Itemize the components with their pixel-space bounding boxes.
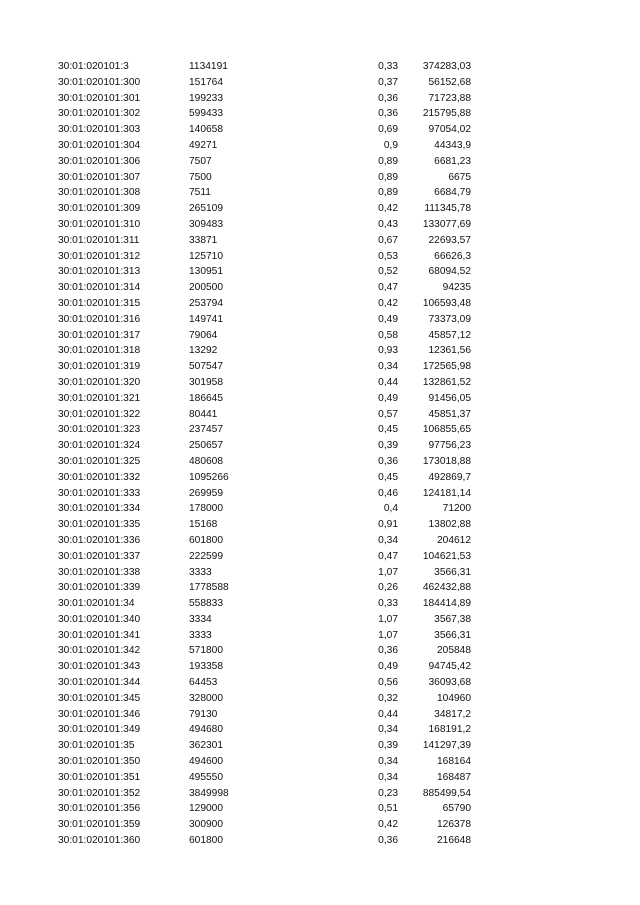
area-cell: 140658 [189, 124, 223, 136]
value-cell: 73373,09 [428, 313, 471, 325]
value-cell: 374283,03 [422, 61, 471, 72]
coefficient-cell: 0,39 [378, 740, 398, 752]
area-cell: 265109 [189, 203, 223, 215]
area-cell: 571800 [189, 645, 223, 657]
value-cell: 36093,68 [428, 677, 471, 689]
table-row [0, 533, 640, 549]
area-cell: 193358 [189, 661, 223, 673]
area-cell: 494600 [189, 756, 223, 768]
value-cell: 104960 [437, 692, 471, 704]
area-cell: 1095266 [189, 471, 229, 483]
cadastral-number-cell: 30:01:020101:344 [58, 677, 141, 689]
value-cell: 141297,39 [422, 740, 471, 752]
area-cell: 80441 [189, 408, 218, 420]
cadastral-number-cell: 30:01:020101:332 [58, 471, 141, 483]
value-cell: 22693,57 [428, 234, 471, 246]
coefficient-cell: 0,49 [378, 313, 398, 325]
table-row [0, 280, 640, 296]
cadastral-number-cell: 30:01:020101:35 [58, 740, 135, 752]
table-row [0, 359, 640, 375]
coefficient-cell: 0,45 [378, 471, 398, 483]
area-cell: 480608 [189, 455, 223, 467]
cadastral-number-cell: 30:01:020101:310 [58, 218, 141, 230]
area-cell: 3333 [189, 629, 212, 641]
table-row [0, 486, 640, 502]
table-row [0, 122, 640, 138]
cadastral-number-cell: 30:01:020101:341 [58, 629, 141, 641]
coefficient-cell: 0,44 [378, 708, 398, 720]
table-row [0, 391, 640, 407]
area-cell: 558833 [189, 598, 223, 610]
value-cell: 3567,38 [434, 613, 471, 625]
area-cell: 200500 [189, 282, 223, 294]
cadastral-number-cell: 30:01:020101:349 [58, 724, 141, 736]
area-cell: 1134191 [189, 61, 228, 72]
cadastral-number-cell: 30:01:020101:313 [58, 266, 141, 278]
table-row [0, 722, 640, 738]
table-row [0, 170, 640, 186]
coefficient-cell: 0,34 [378, 771, 398, 783]
area-cell: 178000 [189, 503, 223, 515]
area-cell: 129000 [189, 803, 223, 815]
area-cell: 601800 [189, 534, 223, 546]
cadastral-number-cell: 30:01:020101:337 [58, 550, 141, 562]
cadastral-number-cell: 30:01:020101:345 [58, 692, 141, 704]
cadastral-number-cell: 30:01:020101:3 [58, 61, 129, 72]
cadastral-number-cell: 30:01:020101:350 [58, 756, 141, 768]
area-cell: 237457 [189, 424, 223, 436]
coefficient-cell: 0,52 [378, 266, 398, 278]
coefficient-cell: 0,53 [378, 250, 398, 262]
cadastral-number-cell: 30:01:020101:315 [58, 297, 141, 309]
table-row [0, 106, 640, 122]
value-cell: 6684,79 [434, 187, 471, 199]
table-row [0, 817, 640, 833]
cadastral-number-cell: 30:01:020101:323 [58, 424, 141, 436]
table-row [0, 422, 640, 438]
value-cell: 34817,2 [434, 708, 471, 720]
table-row [0, 612, 640, 628]
area-cell: 507547 [189, 361, 223, 373]
value-cell: 173018,88 [422, 455, 471, 467]
coefficient-cell: 0,36 [378, 92, 398, 104]
table-row [0, 438, 640, 454]
cadastral-number-cell: 30:01:020101:34 [58, 598, 135, 610]
table-row [0, 91, 640, 107]
cadastral-number-cell: 30:01:020101:338 [58, 566, 141, 578]
coefficient-cell: 0,44 [378, 376, 398, 388]
cadastral-number-cell: 30:01:020101:306 [58, 155, 141, 167]
coefficient-cell: 0,34 [378, 756, 398, 768]
area-cell: 494680 [189, 724, 223, 736]
value-cell: 885499,54 [422, 787, 471, 799]
table-row [0, 833, 640, 849]
cadastral-number-cell: 30:01:020101:309 [58, 203, 141, 215]
value-cell: 168487 [437, 771, 471, 783]
value-cell: 204612 [437, 534, 471, 546]
area-cell: 125710 [189, 250, 223, 262]
coefficient-cell: 0,36 [378, 455, 398, 467]
table-row [0, 770, 640, 786]
table-row [0, 217, 640, 233]
table-row [0, 470, 640, 486]
area-cell: 309483 [189, 218, 223, 230]
table-row [0, 233, 640, 249]
value-cell: 71723,88 [428, 92, 471, 104]
area-cell: 186645 [189, 392, 223, 404]
cadastral-number-cell: 30:01:020101:351 [58, 771, 141, 783]
table-row [0, 628, 640, 644]
table-row [0, 659, 640, 675]
area-cell: 495550 [189, 771, 223, 783]
area-cell: 15168 [189, 519, 218, 531]
table-row [0, 138, 640, 154]
table-row [0, 249, 640, 265]
area-cell: 130951 [189, 266, 223, 278]
value-cell: 205848 [437, 645, 471, 657]
value-cell: 216648 [437, 835, 471, 847]
coefficient-cell: 0,36 [378, 645, 398, 657]
cadastral-number-cell: 30:01:020101:302 [58, 108, 141, 120]
area-cell: 599433 [189, 108, 223, 120]
table-row [0, 517, 640, 533]
coefficient-cell: 0,47 [378, 282, 398, 294]
coefficient-cell: 0,42 [378, 203, 398, 215]
coefficient-cell: 0,36 [378, 835, 398, 847]
area-cell: 3849998 [189, 787, 229, 799]
value-cell: 124181,14 [422, 487, 471, 499]
value-cell: 106593,48 [422, 297, 471, 309]
table-row [0, 691, 640, 707]
coefficient-cell: 0,89 [378, 187, 398, 199]
table-row [0, 786, 640, 802]
coefficient-cell: 0,67 [378, 234, 398, 246]
table-row [0, 296, 640, 312]
coefficient-cell: 0,89 [378, 155, 398, 167]
table-row [0, 75, 640, 91]
table-row [0, 154, 640, 170]
value-cell: 184414,89 [422, 598, 471, 610]
coefficient-cell: 1,07 [378, 629, 398, 641]
coefficient-cell: 0,9 [383, 139, 398, 151]
area-cell: 7507 [189, 155, 212, 167]
table-row [0, 264, 640, 280]
cadastral-number-cell: 30:01:020101:325 [58, 455, 141, 467]
value-cell: 3566,31 [434, 629, 471, 641]
area-cell: 199233 [189, 92, 223, 104]
coefficient-cell: 0,32 [378, 692, 398, 704]
area-cell: 64453 [189, 677, 218, 689]
table-row [0, 185, 640, 201]
coefficient-cell: 0,34 [378, 724, 398, 736]
value-cell: 12361,56 [428, 345, 471, 357]
area-cell: 3333 [189, 566, 212, 578]
value-cell: 56152,68 [428, 76, 471, 88]
table-row [0, 801, 640, 817]
area-cell: 362301 [189, 740, 223, 752]
coefficient-cell: 0,93 [378, 345, 398, 357]
value-cell: 168164 [437, 756, 471, 768]
coefficient-cell: 0,42 [378, 297, 398, 309]
coefficient-cell: 0,89 [378, 171, 398, 183]
cadastral-number-cell: 30:01:020101:311 [58, 234, 140, 246]
cadastral-number-cell: 30:01:020101:300 [58, 76, 141, 88]
value-cell: 6675 [448, 171, 471, 183]
coefficient-cell: 0,39 [378, 440, 398, 452]
table-row [0, 407, 640, 423]
coefficient-cell: 0,91 [378, 519, 398, 531]
table-row [0, 501, 640, 517]
coefficient-cell: 0,37 [378, 76, 398, 88]
area-cell: 149741 [189, 313, 223, 325]
cadastral-number-cell: 30:01:020101:322 [58, 408, 141, 420]
coefficient-cell: 0,49 [378, 392, 398, 404]
table-row [0, 549, 640, 565]
cadastral-number-cell: 30:01:020101:356 [58, 803, 141, 815]
coefficient-cell: 1,07 [378, 566, 398, 578]
area-cell: 222599 [189, 550, 223, 562]
area-cell: 79064 [189, 329, 218, 341]
cadastral-number-cell: 30:01:020101:336 [58, 534, 141, 546]
value-cell: 492869,7 [428, 471, 471, 483]
table-row [0, 675, 640, 691]
coefficient-cell: 0,56 [378, 677, 398, 689]
value-cell: 106855,65 [422, 424, 471, 436]
value-cell: 172565,98 [422, 361, 471, 373]
area-cell: 13292 [189, 345, 218, 357]
area-cell: 151764 [189, 76, 223, 88]
cadastral-number-cell: 30:01:020101:335 [58, 519, 141, 531]
table-row [0, 580, 640, 596]
cadastral-number-cell: 30:01:020101:316 [58, 313, 141, 325]
area-cell: 269959 [189, 487, 223, 499]
cadastral-number-cell: 30:01:020101:317 [58, 329, 141, 341]
value-cell: 462432,88 [422, 582, 471, 594]
value-cell: 111345,78 [424, 203, 471, 215]
table-row [0, 454, 640, 470]
cadastral-number-cell: 30:01:020101:318 [58, 345, 141, 357]
value-cell: 13802,88 [428, 519, 471, 531]
coefficient-cell: 0,49 [378, 661, 398, 673]
cadastral-number-cell: 30:01:020101:339 [58, 582, 141, 594]
coefficient-cell: 0,58 [378, 329, 398, 341]
table-row [0, 375, 640, 391]
value-cell: 68094,52 [428, 266, 471, 278]
cadastral-number-cell: 30:01:020101:320 [58, 376, 141, 388]
value-cell: 104621,53 [422, 550, 471, 562]
coefficient-cell: 0,45 [378, 424, 398, 436]
data-table [0, 59, 640, 849]
cadastral-number-cell: 30:01:020101:312 [58, 250, 141, 262]
value-cell: 94745,42 [428, 661, 471, 673]
table-body [0, 59, 640, 849]
area-cell: 250657 [189, 440, 223, 452]
coefficient-cell: 0,26 [378, 582, 398, 594]
value-cell: 45851,37 [428, 408, 471, 420]
cadastral-number-cell: 30:01:020101:352 [58, 787, 141, 799]
value-cell: 66626,3 [434, 250, 471, 262]
value-cell: 97054,02 [428, 124, 471, 136]
area-cell: 3334 [189, 613, 212, 625]
cadastral-number-cell: 30:01:020101:334 [58, 503, 141, 515]
table-row [0, 643, 640, 659]
cadastral-number-cell: 30:01:020101:314 [58, 282, 141, 294]
coefficient-cell: 0,42 [378, 819, 398, 831]
cadastral-number-cell: 30:01:020101:308 [58, 187, 141, 199]
area-cell: 328000 [189, 692, 223, 704]
coefficient-cell: 0,34 [378, 361, 398, 373]
value-cell: 6681,23 [434, 155, 471, 167]
coefficient-cell: 0,47 [378, 550, 398, 562]
area-cell: 7500 [189, 171, 212, 183]
coefficient-cell: 0,43 [378, 218, 398, 230]
table-row [0, 343, 640, 359]
area-cell: 49271 [189, 139, 218, 151]
coefficient-cell: 0,33 [378, 61, 398, 72]
value-cell: 132861,52 [422, 376, 471, 388]
table-row [0, 565, 640, 581]
coefficient-cell: 0,4 [383, 503, 398, 515]
area-cell: 33871 [189, 234, 218, 246]
table-row [0, 312, 640, 328]
cadastral-number-cell: 30:01:020101:342 [58, 645, 141, 657]
coefficient-cell: 0,36 [378, 108, 398, 120]
coefficient-cell: 0,46 [378, 487, 398, 499]
cadastral-number-cell: 30:01:020101:319 [58, 361, 141, 373]
value-cell: 97756,23 [428, 440, 471, 452]
cadastral-number-cell: 30:01:020101:360 [58, 835, 141, 847]
value-cell: 65790 [442, 803, 471, 815]
area-cell: 7511 [189, 187, 211, 199]
table-row [0, 328, 640, 344]
value-cell: 3566,31 [434, 566, 471, 578]
area-cell: 1778588 [189, 582, 229, 594]
cadastral-number-cell: 30:01:020101:359 [58, 819, 141, 831]
area-cell: 253794 [189, 297, 223, 309]
value-cell: 45857,12 [428, 329, 471, 341]
cadastral-number-cell: 30:01:020101:303 [58, 124, 141, 136]
table-row [0, 738, 640, 754]
area-cell: 301958 [189, 376, 223, 388]
cadastral-number-cell: 30:01:020101:324 [58, 440, 141, 452]
value-cell: 71200 [442, 503, 471, 515]
table-row [0, 754, 640, 770]
area-cell: 79130 [189, 708, 218, 720]
cadastral-number-cell: 30:01:020101:333 [58, 487, 141, 499]
coefficient-cell: 0,34 [378, 534, 398, 546]
coefficient-cell: 0,33 [378, 598, 398, 610]
table-row [0, 201, 640, 217]
cadastral-number-cell: 30:01:020101:346 [58, 708, 141, 720]
cadastral-number-cell: 30:01:020101:321 [58, 392, 141, 404]
cadastral-number-cell: 30:01:020101:301 [58, 92, 141, 104]
coefficient-cell: 1,07 [378, 613, 398, 625]
cadastral-number-cell: 30:01:020101:343 [58, 661, 141, 673]
table-row [0, 596, 640, 612]
value-cell: 133077,69 [422, 218, 471, 230]
coefficient-cell: 0,51 [378, 803, 398, 815]
coefficient-cell: 0,23 [378, 787, 398, 799]
value-cell: 94235 [442, 282, 471, 294]
coefficient-cell: 0,69 [378, 124, 398, 136]
cadastral-number-cell: 30:01:020101:304 [58, 139, 141, 151]
value-cell: 168191,2 [428, 724, 471, 736]
table-row [0, 59, 640, 75]
value-cell: 91456,05 [428, 392, 471, 404]
cadastral-number-cell: 30:01:020101:340 [58, 613, 141, 625]
cadastral-number-cell: 30:01:020101:307 [58, 171, 141, 183]
value-cell: 126378 [437, 819, 471, 831]
table-row [0, 707, 640, 723]
area-cell: 300900 [189, 819, 223, 831]
value-cell: 44343,9 [434, 139, 471, 151]
area-cell: 601800 [189, 835, 223, 847]
coefficient-cell: 0,57 [378, 408, 398, 420]
value-cell: 215795,88 [422, 108, 471, 120]
